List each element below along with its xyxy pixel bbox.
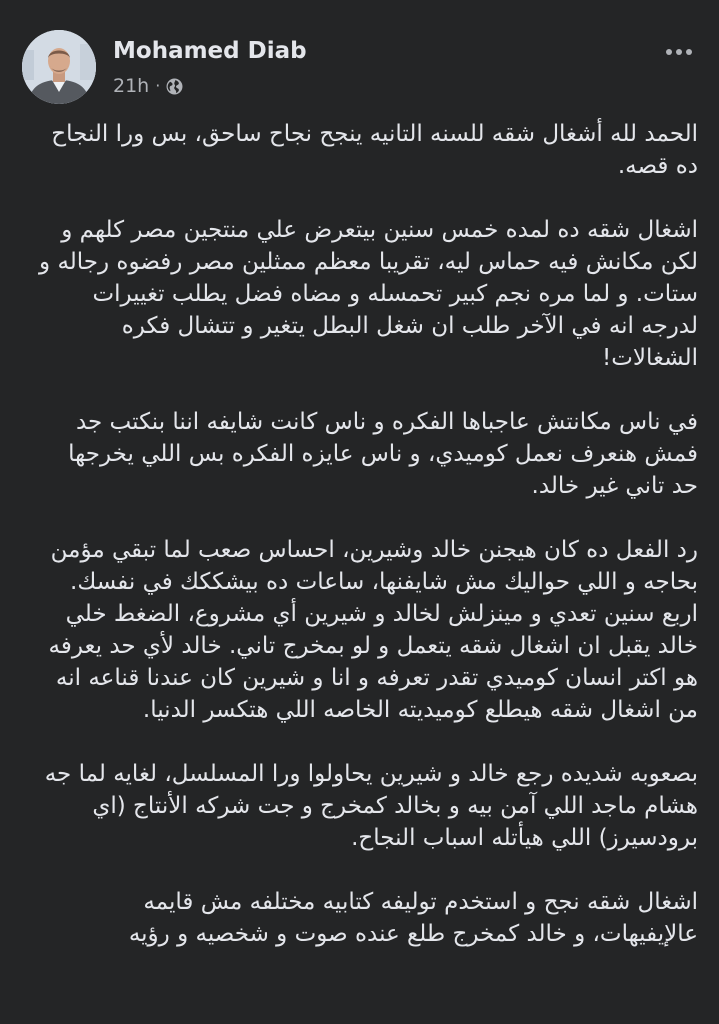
avatar[interactable] [22, 30, 96, 104]
globe-icon[interactable] [166, 78, 183, 95]
post-paragraph: اشغال شقه ده لمده خمس سنين بيتعرض علي منتجين مصر كلهم و لكن مكانش فيه حماس ليه، تقريبا معظم ممثلين مصر رفضوه رجاله و ستات. و لما مره نجم كبير تحمسله و مضاه فضل يطلب تغييرات لدرجه انه في الآخر طلب ان شغل البطل يتغير و تتشال فكره الشغالات! [39, 217, 698, 371]
post-paragraph: الحمد لله أشغال شقه للسنه التانيه ينجح نجاح ساحق، بس ورا النجاح ده قصه. [51, 121, 698, 179]
post-paragraph: رد الفعل ده كان هيجنن خالد وشيرين، احساس صعب لما تبقي مؤمن بحاجه و اللي حواليك مش شايفنها، ساعات ده بيشككك في نفسك. اربع سنين تعدي و مينزلش لخالد و شيرين أي مشروع، الضغط خلي خالد يقبل ان اشغال شقه يتعمل و لو بمخرج تاني. خالد لأي حد يعرفه هو اكتر انسان كوميدي تقدر تعرفه و انا و شيرين كان عندنا قناعه انه من اشغال شقه هيطلع كوميديته الخاصه اللي هتكسر الدنيا. [48, 537, 698, 723]
post-meta [113, 74, 183, 98]
post-paragraph: بصعوبه شديده رجع خالد و شيرين يحاولوا ورا المسلسل، لغايه لما جه هشام ماجد اللي آمن بيه و بخالد كمخرج و جت شركه الأنتاج (اي برودسيرز) اللي هيأتله اسباب النجاح. [44, 761, 698, 851]
post-text [36, 118, 698, 982]
post-header [0, 0, 719, 120]
more-options-button[interactable] [661, 40, 697, 64]
more-horizontal-icon [686, 49, 692, 55]
post-paragraph: اشغال شقه نجح و استخدم توليفه كتابيه مختلفه مش قايمه عالإيفيهات، و خالد كمخرج طلع عنده صوت و شخصيه و رؤيه [128, 889, 698, 947]
post-time[interactable]: 21h [113, 75, 150, 97]
more-horizontal-icon [666, 49, 672, 55]
avatar-photo [22, 30, 96, 104]
meta-separator: · [155, 76, 161, 95]
author-name[interactable]: Mohamed Diab [113, 38, 307, 64]
post-paragraph: في ناس مكانتش عاجباها الفكره و ناس كانت شايفه اننا بنكتب جد فمش هنعرف نعمل كوميدي، و ناس عايزه الفكره بس اللي يخرجها حد تاني غير خالد. [68, 409, 698, 499]
more-horizontal-icon [676, 49, 682, 55]
